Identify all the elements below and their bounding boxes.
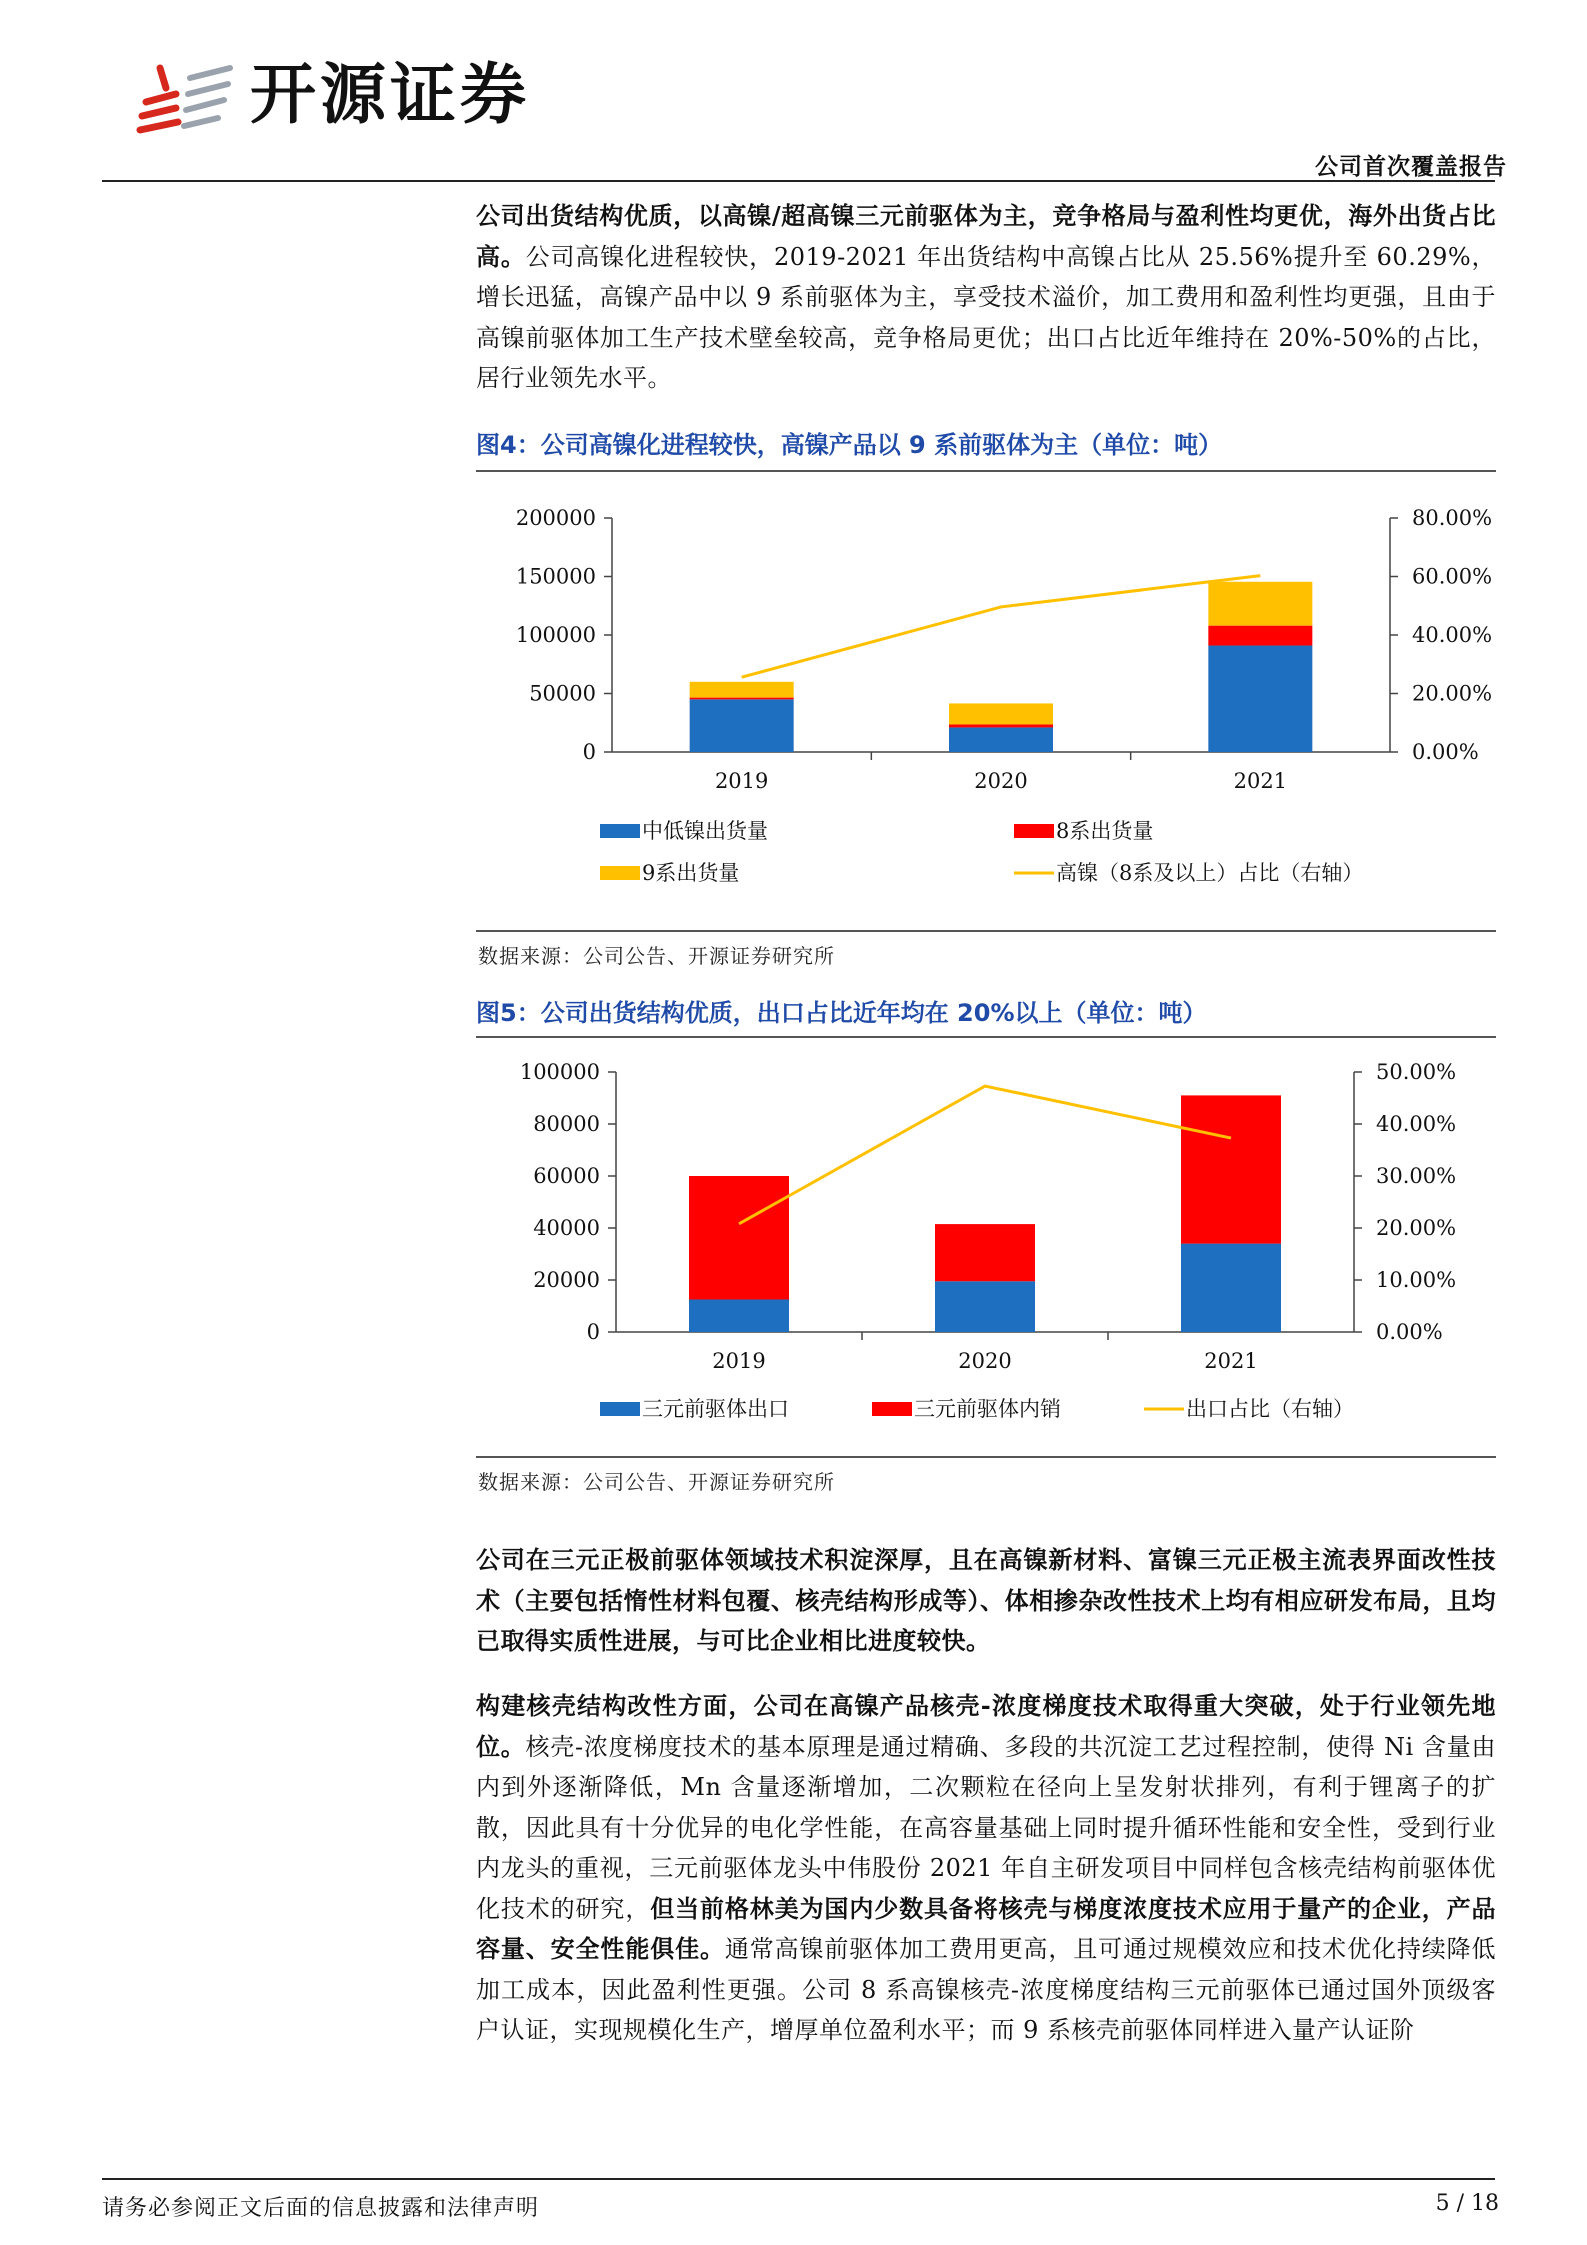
intro-text: 公司高镍化进程较快，2019-2021 年出货结构中高镍占比从 25.56%提升至 60.29%，增长迅猛，高镍产品中以 9 系前驱体为主，享受技术溢价，加工费用和盈利性均更强，且由于高镍前驱体加工生产技术壁垒较高，竞争格局更优；出口占比近年维持在 20%-50%的占比，居行业领先水平。 [476,242,1496,392]
coreshell-text1: 核壳-浓度梯度技术的基本原理是通过精确、多段的共沉淀工艺过程控制，使得 Ni 含量由内到外逐渐降低，Mn 含量逐渐增加，二次颗粒在径向上呈发射状排列，有利于锂离子的扩散，因此具有十分优异的电化学性能，在高容量基础上同时提升循环性能和安全性，受到行业内龙头的重视，三元前驱体龙头中伟股份 2021 年自主研发项目中同样包含核壳结构前驱体优化技术的研究， [476,1732,1497,1923]
x-tick-label: 2020 [958,1349,1012,1373]
figure5-bottom-rule [476,1456,1496,1458]
right-tick-label: 0.00% [1376,1320,1443,1344]
figure4-chart [476,478,1496,928]
line-series [739,1086,1231,1224]
figure5-top-rule [476,1036,1496,1038]
right-tick-label: 0.00% [1412,740,1479,764]
left-tick-label: 50000 [529,681,596,706]
coreshell-bold1: 构建核壳结构改性方面，公司在高镍产品核壳-浓度梯度技术取得重大突破，处于行业领先地位。 [476,1691,1496,1761]
bar-三元前驱体内销-2019 [689,1176,789,1300]
x-tick-label: 2021 [1204,1349,1258,1373]
figure5-chart [476,1044,1496,1454]
right-tick-label: 20.00% [1376,1216,1457,1240]
footer-rule [102,2178,1495,2180]
tech-bold: 公司在三元正极前驱体领域技术积淀深厚，且在高镍新材料、富镍三元正极主流表界面改性技术（主要包括惰性材料包覆、核壳结构形成等）、体相掺杂改性技术上均有相应研发布局，且均已取得实质性进展，与可比企业相比进度较快。 [476,1545,1496,1655]
bar-中低镍出货量-2021 [1208,646,1312,752]
tech-paragraph [476,1540,1496,1662]
intro-paragraph [476,196,1496,399]
bar-三元前驱体出口-2020 [935,1281,1035,1332]
bar-中低镍出货量-2020 [949,727,1053,752]
figure4-bottom-rule [476,930,1496,932]
left-tick-label: 20000 [533,1268,600,1292]
figure5-source: 数据来源：公司公告、开源证券研究所 [478,1470,835,1494]
left-tick-label: 40000 [533,1216,600,1240]
bar-中低镍出货量-2019 [690,699,794,752]
bar-8系出货量-2021 [1208,626,1312,646]
bar-三元前驱体内销-2021 [1181,1095,1281,1243]
right-tick-label: 40.00% [1412,623,1493,647]
line-series [742,576,1261,678]
x-tick-label: 2020 [974,769,1028,793]
legend-label: 中低镍出货量 [642,819,768,843]
coreshell-bold2: 但当前格林美为国内少数具备将核壳与梯度浓度技术应用于量产的企业，产品容量、安全性能俱佳。 [476,1893,1497,1963]
coreshell-text2: 通常高镍前驱体加工费用更高，且可通过规模效应和技术优化持续降低加工成本，因此盈利性更强。公司 8 系高镍核壳-浓度梯度结构三元前驱体已通过国外顶级客户认证，实现规模化生产，增厚单位盈利水平；而 9 系核壳前驱体同样进入量产认证阶 [476,1935,1496,2044]
legend-label: 三元前驱体内销 [914,1397,1061,1421]
footer-disclaimer: 请务必参阅正文后面的信息披露和法律声明 [102,2196,540,2221]
right-tick-label: 50.00% [1376,1060,1457,1084]
bar-8系出货量-2019 [690,698,794,700]
right-tick-label: 80.00% [1412,506,1493,530]
logo-icon [132,58,240,140]
legend-swatch [600,824,640,838]
logo-text: 开源证券 [250,56,530,133]
legend-label: 三元前驱体出口 [642,1397,789,1421]
figure5-title: 图5：公司出货结构优质，出口占比近年均在 20%以上（单位：吨） [476,999,1207,1027]
bar-三元前驱体内销-2020 [935,1224,1035,1281]
legend-swatch [600,1402,640,1416]
page-number: 5 / 18 [1435,2191,1499,2216]
right-tick-label: 60.00% [1412,564,1493,589]
bar-8系出货量-2020 [949,725,1053,728]
legend-swatch [1014,824,1054,838]
bar-9系出货量-2021 [1208,582,1312,626]
legend-label: 高镍（8系及以上）占比（右轴） [1056,861,1364,885]
legend-label: 9系出货量 [642,861,740,885]
header-rule [102,180,1495,182]
x-tick-label: 2019 [714,769,769,793]
legend-label: 8系出货量 [1056,819,1154,843]
x-tick-label: 2019 [712,1349,766,1373]
right-tick-label: 10.00% [1376,1268,1457,1292]
coreshell-paragraph [476,1686,1496,2051]
legend-swatch [872,1402,912,1416]
legend-swatch [600,866,640,880]
right-tick-label: 40.00% [1376,1112,1457,1136]
figure4-title: 图4：公司高镍化进程较快，高镍产品以 9 系前驱体为主（单位：吨） [476,431,1223,459]
bar-9系出货量-2020 [949,703,1053,724]
bar-三元前驱体出口-2021 [1181,1244,1281,1332]
report-type: 公司首次覆盖报告 [1315,153,1507,180]
bar-三元前驱体出口-2019 [689,1300,789,1333]
right-tick-label: 20.00% [1412,681,1493,706]
intro-bold: 公司出货结构优质，以高镍/超高镍三元前驱体为主，竞争格局与盈利性均更优，海外出货占比高。 [476,201,1496,271]
left-tick-label: 0 [586,1320,600,1344]
figure4-top-rule [476,470,1496,472]
left-tick-label: 60000 [533,1164,600,1188]
left-tick-label: 200000 [515,506,596,530]
left-tick-label: 100000 [515,623,596,647]
left-tick-label: 150000 [515,564,596,589]
left-tick-label: 80000 [533,1112,600,1136]
right-tick-label: 30.00% [1376,1164,1457,1188]
figure4-source: 数据来源：公司公告、开源证券研究所 [478,944,835,968]
left-tick-label: 0 [582,740,596,764]
legend-label: 出口占比（右轴） [1186,1397,1354,1421]
left-tick-label: 100000 [519,1060,600,1084]
x-tick-label: 2021 [1233,769,1288,793]
bar-9系出货量-2019 [690,682,794,698]
